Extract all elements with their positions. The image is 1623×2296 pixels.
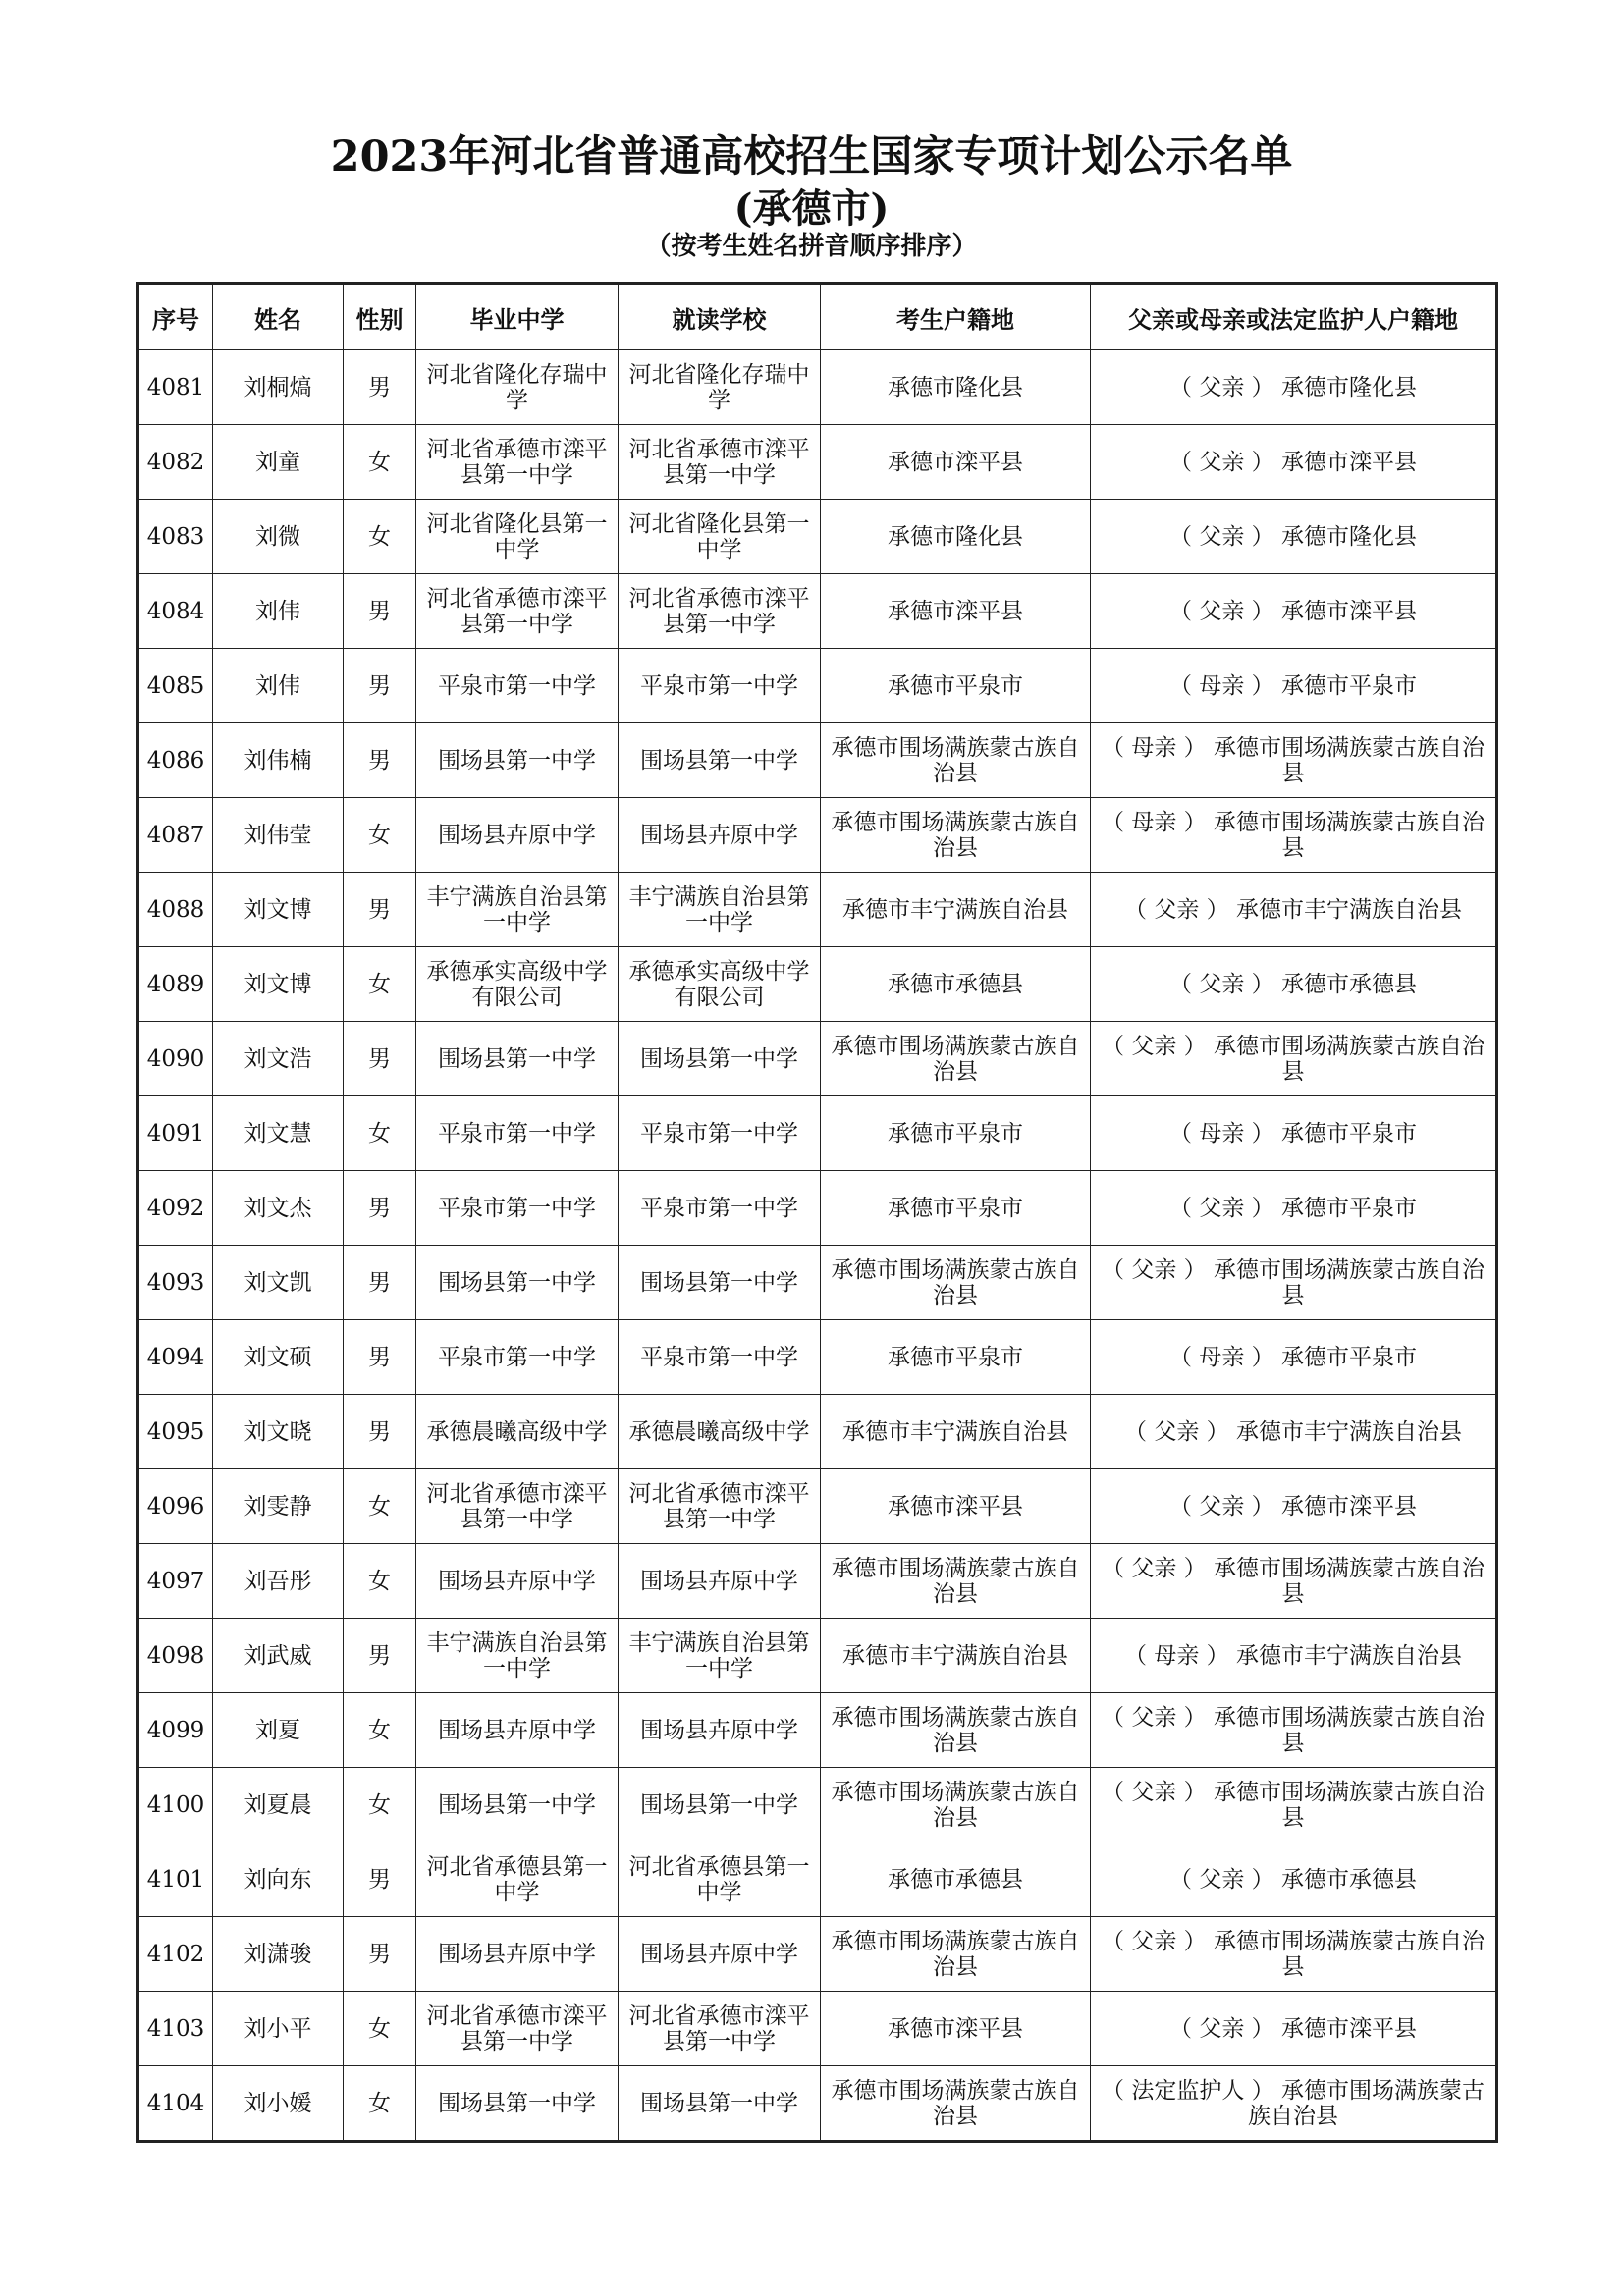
cell-guardian-registration: （ 父亲 ） 承德市隆化县 — [1091, 350, 1497, 425]
page-subtitle: (承德市) — [733, 186, 890, 232]
cell-household-registration: 承德市平泉市 — [821, 1096, 1091, 1171]
cell-current-school: 丰宁满族自治县第一中学 — [619, 873, 821, 947]
cell-seq: 4101 — [138, 1842, 213, 1917]
cell-seq: 4100 — [138, 1768, 213, 1842]
cell-graduated-school: 围场县卉原中学 — [416, 798, 619, 873]
cell-guardian-registration: （ 父亲 ） 承德市丰宁满族自治县 — [1091, 1395, 1497, 1469]
cell-graduated-school: 围场县卉原中学 — [416, 1693, 619, 1768]
table-row — [138, 1096, 1497, 1171]
cell-seq: 4087 — [138, 798, 213, 873]
cell-household-registration: 承德市滦平县 — [821, 425, 1091, 500]
cell-graduated-school: 平泉市第一中学 — [416, 649, 619, 723]
cell-guardian-registration: （ 母亲 ） 承德市平泉市 — [1091, 1320, 1497, 1395]
cell-name: 刘文硕 — [213, 1320, 344, 1395]
cell-seq: 4099 — [138, 1693, 213, 1768]
cell-current-school: 河北省隆化县第一中学 — [619, 500, 821, 574]
cell-graduated-school: 围场县卉原中学 — [416, 1917, 619, 1992]
cell-guardian-registration: （ 父亲 ） 承德市滦平县 — [1091, 574, 1497, 649]
cell-guardian-registration: （ 父亲 ） 承德市承德县 — [1091, 1842, 1497, 1917]
table-row — [138, 1544, 1497, 1619]
cell-current-school: 河北省承德市滦平县第一中学 — [619, 425, 821, 500]
cell-current-school: 承德晨曦高级中学 — [619, 1395, 821, 1469]
table-row — [138, 425, 1497, 500]
cell-guardian-registration: （ 父亲 ） 承德市围场满族蒙古族自治县 — [1091, 1246, 1497, 1320]
cell-seq: 4096 — [138, 1469, 213, 1544]
cell-gender: 女 — [344, 1544, 416, 1619]
cell-name: 刘文慧 — [213, 1096, 344, 1171]
table-row — [138, 947, 1497, 1022]
cell-guardian-registration: （ 父亲 ） 承德市丰宁满族自治县 — [1091, 873, 1497, 947]
cell-gender: 女 — [344, 425, 416, 500]
cell-seq: 4091 — [138, 1096, 213, 1171]
cell-gender: 男 — [344, 1619, 416, 1693]
cell-graduated-school: 河北省承德市滦平县第一中学 — [416, 425, 619, 500]
cell-graduated-school: 河北省承德市滦平县第一中学 — [416, 1469, 619, 1544]
cell-graduated-school: 围场县第一中学 — [416, 723, 619, 798]
cell-current-school: 平泉市第一中学 — [619, 1320, 821, 1395]
cell-name: 刘伟楠 — [213, 723, 344, 798]
cell-gender: 女 — [344, 2066, 416, 2142]
cell-name: 刘武威 — [213, 1619, 344, 1693]
cell-name: 刘夏晨 — [213, 1768, 344, 1842]
cell-current-school: 围场县卉原中学 — [619, 1693, 821, 1768]
column-header-guardian-registration: 父亲或母亲或法定监护人户籍地 — [1091, 284, 1497, 350]
cell-name: 刘伟 — [213, 649, 344, 723]
cell-graduated-school: 河北省承德市滦平县第一中学 — [416, 1992, 619, 2066]
cell-name: 刘文博 — [213, 947, 344, 1022]
cell-graduated-school: 河北省隆化存瑞中学 — [416, 350, 619, 425]
cell-gender: 女 — [344, 1768, 416, 1842]
cell-graduated-school: 平泉市第一中学 — [416, 1320, 619, 1395]
cell-current-school: 河北省承德县第一中学 — [619, 1842, 821, 1917]
cell-guardian-registration: （ 父亲 ） 承德市隆化县 — [1091, 500, 1497, 574]
cell-household-registration: 承德市丰宁满族自治县 — [821, 1395, 1091, 1469]
cell-gender: 男 — [344, 1320, 416, 1395]
cell-household-registration: 承德市丰宁满族自治县 — [821, 1619, 1091, 1693]
cell-seq: 4081 — [138, 350, 213, 425]
cell-gender: 男 — [344, 1171, 416, 1246]
cell-household-registration: 承德市滦平县 — [821, 1992, 1091, 2066]
cell-gender: 男 — [344, 1395, 416, 1469]
cell-household-registration: 承德市围场满族蒙古族自治县 — [821, 1768, 1091, 1842]
cell-name: 刘小平 — [213, 1992, 344, 2066]
cell-seq: 4092 — [138, 1171, 213, 1246]
cell-household-registration: 承德市围场满族蒙古族自治县 — [821, 1917, 1091, 1992]
table-row — [138, 1917, 1497, 1992]
cell-seq: 4084 — [138, 574, 213, 649]
cell-current-school: 承德承实高级中学有限公司 — [619, 947, 821, 1022]
table-row — [138, 873, 1497, 947]
column-header-current-school: 就读学校 — [619, 284, 821, 350]
cell-seq: 4094 — [138, 1320, 213, 1395]
cell-guardian-registration: （ 父亲 ） 承德市围场满族蒙古族自治县 — [1091, 1544, 1497, 1619]
table-row — [138, 1246, 1497, 1320]
cell-graduated-school: 承德晨曦高级中学 — [416, 1395, 619, 1469]
cell-seq: 4102 — [138, 1917, 213, 1992]
cell-graduated-school: 围场县卉原中学 — [416, 1544, 619, 1619]
cell-gender: 男 — [344, 574, 416, 649]
cell-name: 刘文晓 — [213, 1395, 344, 1469]
table-row — [138, 1320, 1497, 1395]
cell-gender: 男 — [344, 1022, 416, 1096]
cell-seq: 4089 — [138, 947, 213, 1022]
cell-graduated-school: 平泉市第一中学 — [416, 1171, 619, 1246]
table-row — [138, 649, 1497, 723]
cell-name: 刘小媛 — [213, 2066, 344, 2142]
table-body — [138, 350, 1497, 2142]
cell-current-school: 围场县卉原中学 — [619, 1917, 821, 1992]
cell-guardian-registration: （ 父亲 ） 承德市滦平县 — [1091, 1469, 1497, 1544]
cell-name: 刘童 — [213, 425, 344, 500]
cell-household-registration: 承德市承德县 — [821, 947, 1091, 1022]
cell-current-school: 围场县卉原中学 — [619, 798, 821, 873]
cell-seq: 4090 — [138, 1022, 213, 1096]
cell-guardian-registration: （ 父亲 ） 承德市滦平县 — [1091, 425, 1497, 500]
column-header-household-registration: 考生户籍地 — [821, 284, 1091, 350]
table-row — [138, 1469, 1497, 1544]
cell-graduated-school: 河北省隆化县第一中学 — [416, 500, 619, 574]
cell-gender: 女 — [344, 1992, 416, 2066]
table-row — [138, 1992, 1497, 2066]
table-row — [138, 574, 1497, 649]
cell-seq: 4088 — [138, 873, 213, 947]
cell-household-registration: 承德市围场满族蒙古族自治县 — [821, 1693, 1091, 1768]
cell-current-school: 围场县第一中学 — [619, 2066, 821, 2142]
cell-name: 刘微 — [213, 500, 344, 574]
cell-graduated-school: 围场县第一中学 — [416, 2066, 619, 2142]
cell-name: 刘吾彤 — [213, 1544, 344, 1619]
cell-guardian-registration: （ 父亲 ） 承德市平泉市 — [1091, 1171, 1497, 1246]
column-header-graduated-school: 毕业中学 — [416, 284, 619, 350]
table-row — [138, 1693, 1497, 1768]
cell-name: 刘桐熇 — [213, 350, 344, 425]
cell-guardian-registration: （ 父亲 ） 承德市滦平县 — [1091, 1992, 1497, 2066]
column-header-name: 姓名 — [213, 284, 344, 350]
cell-guardian-registration: （ 母亲 ） 承德市围场满族蒙古族自治县 — [1091, 798, 1497, 873]
cell-gender: 男 — [344, 1917, 416, 1992]
cell-gender: 女 — [344, 500, 416, 574]
cell-guardian-registration: （ 父亲 ） 承德市围场满族蒙古族自治县 — [1091, 1693, 1497, 1768]
cell-current-school: 平泉市第一中学 — [619, 1171, 821, 1246]
cell-guardian-registration: （ 母亲 ） 承德市围场满族蒙古族自治县 — [1091, 723, 1497, 798]
cell-guardian-registration: （ 父亲 ） 承德市围场满族蒙古族自治县 — [1091, 1917, 1497, 1992]
cell-guardian-registration: （ 母亲 ） 承德市丰宁满族自治县 — [1091, 1619, 1497, 1693]
student-list-table — [136, 282, 1498, 2143]
table-row — [138, 350, 1497, 425]
cell-household-registration: 承德市承德县 — [821, 1842, 1091, 1917]
table-row — [138, 1022, 1497, 1096]
cell-seq: 4095 — [138, 1395, 213, 1469]
column-header-seq: 序号 — [138, 284, 213, 350]
cell-graduated-school: 河北省承德县第一中学 — [416, 1842, 619, 1917]
cell-household-registration: 承德市滦平县 — [821, 1469, 1091, 1544]
cell-gender: 男 — [344, 873, 416, 947]
cell-seq: 4083 — [138, 500, 213, 574]
cell-household-registration: 承德市隆化县 — [821, 500, 1091, 574]
cell-gender: 男 — [344, 350, 416, 425]
cell-name: 刘文浩 — [213, 1022, 344, 1096]
cell-name: 刘文博 — [213, 873, 344, 947]
cell-current-school: 围场县第一中学 — [619, 1022, 821, 1096]
cell-graduated-school: 平泉市第一中学 — [416, 1096, 619, 1171]
cell-household-registration: 承德市围场满族蒙古族自治县 — [821, 723, 1091, 798]
cell-current-school: 围场县第一中学 — [619, 723, 821, 798]
cell-household-registration: 承德市隆化县 — [821, 350, 1091, 425]
cell-gender: 男 — [344, 723, 416, 798]
cell-graduated-school: 河北省承德市滦平县第一中学 — [416, 574, 619, 649]
cell-name: 刘潇骏 — [213, 1917, 344, 1992]
cell-current-school: 丰宁满族自治县第一中学 — [619, 1619, 821, 1693]
table-row — [138, 500, 1497, 574]
cell-current-school: 河北省承德市滦平县第一中学 — [619, 1469, 821, 1544]
cell-graduated-school: 丰宁满族自治县第一中学 — [416, 1619, 619, 1693]
cell-seq: 4082 — [138, 425, 213, 500]
cell-gender: 女 — [344, 1469, 416, 1544]
cell-current-school: 围场县卉原中学 — [619, 1544, 821, 1619]
page-title: 2023年河北省普通高校招生国家专项计划公示名单 — [330, 133, 1293, 182]
cell-gender: 女 — [344, 798, 416, 873]
cell-seq: 4085 — [138, 649, 213, 723]
cell-gender: 男 — [344, 1842, 416, 1917]
cell-household-registration: 承德市围场满族蒙古族自治县 — [821, 2066, 1091, 2142]
cell-graduated-school: 承德承实高级中学有限公司 — [416, 947, 619, 1022]
cell-household-registration: 承德市围场满族蒙古族自治县 — [821, 1022, 1091, 1096]
cell-household-registration: 承德市围场满族蒙古族自治县 — [821, 1544, 1091, 1619]
table-row — [138, 1395, 1497, 1469]
cell-household-registration: 承德市滦平县 — [821, 574, 1091, 649]
cell-current-school: 河北省承德市滦平县第一中学 — [619, 574, 821, 649]
column-header-gender: 性别 — [344, 284, 416, 350]
cell-household-registration: 承德市平泉市 — [821, 649, 1091, 723]
table-row — [138, 798, 1497, 873]
cell-current-school: 围场县第一中学 — [619, 1768, 821, 1842]
cell-current-school: 平泉市第一中学 — [619, 649, 821, 723]
cell-current-school: 围场县第一中学 — [619, 1246, 821, 1320]
sort-note: （按考生姓名拼音顺序排序） — [645, 232, 978, 261]
cell-name: 刘伟莹 — [213, 798, 344, 873]
cell-gender: 女 — [344, 947, 416, 1022]
cell-seq: 4086 — [138, 723, 213, 798]
cell-gender: 男 — [344, 1246, 416, 1320]
table-row — [138, 1842, 1497, 1917]
cell-gender: 女 — [344, 1096, 416, 1171]
cell-seq: 4104 — [138, 2066, 213, 2142]
cell-name: 刘夏 — [213, 1693, 344, 1768]
cell-guardian-registration: （ 父亲 ） 承德市承德县 — [1091, 947, 1497, 1022]
cell-household-registration: 承德市丰宁满族自治县 — [821, 873, 1091, 947]
cell-name: 刘伟 — [213, 574, 344, 649]
cell-guardian-registration: （ 父亲 ） 承德市围场满族蒙古族自治县 — [1091, 1768, 1497, 1842]
cell-household-registration: 承德市围场满族蒙古族自治县 — [821, 798, 1091, 873]
cell-household-registration: 承德市平泉市 — [821, 1320, 1091, 1395]
table-header-row — [138, 284, 1497, 350]
cell-current-school: 河北省承德市滦平县第一中学 — [619, 1992, 821, 2066]
table-row — [138, 1619, 1497, 1693]
cell-name: 刘雯静 — [213, 1469, 344, 1544]
table-row — [138, 1768, 1497, 1842]
table-row — [138, 723, 1497, 798]
cell-current-school: 河北省隆化存瑞中学 — [619, 350, 821, 425]
table-row — [138, 2066, 1497, 2142]
cell-guardian-registration: （ 母亲 ） 承德市平泉市 — [1091, 1096, 1497, 1171]
cell-graduated-school: 丰宁满族自治县第一中学 — [416, 873, 619, 947]
cell-gender: 女 — [344, 1693, 416, 1768]
cell-name: 刘向东 — [213, 1842, 344, 1917]
cell-graduated-school: 围场县第一中学 — [416, 1022, 619, 1096]
cell-guardian-registration: （ 法定监护人 ） 承德市围场满族蒙古族自治县 — [1091, 2066, 1497, 2142]
cell-graduated-school: 围场县第一中学 — [416, 1246, 619, 1320]
cell-household-registration: 承德市平泉市 — [821, 1171, 1091, 1246]
cell-name: 刘文凯 — [213, 1246, 344, 1320]
cell-seq: 4097 — [138, 1544, 213, 1619]
cell-current-school: 平泉市第一中学 — [619, 1096, 821, 1171]
cell-name: 刘文杰 — [213, 1171, 344, 1246]
cell-guardian-registration: （ 母亲 ） 承德市平泉市 — [1091, 649, 1497, 723]
cell-household-registration: 承德市围场满族蒙古族自治县 — [821, 1246, 1091, 1320]
cell-gender: 男 — [344, 649, 416, 723]
cell-seq: 4093 — [138, 1246, 213, 1320]
cell-guardian-registration: （ 父亲 ） 承德市围场满族蒙古族自治县 — [1091, 1022, 1497, 1096]
cell-graduated-school: 围场县第一中学 — [416, 1768, 619, 1842]
cell-seq: 4103 — [138, 1992, 213, 2066]
table-row — [138, 1171, 1497, 1246]
cell-seq: 4098 — [138, 1619, 213, 1693]
